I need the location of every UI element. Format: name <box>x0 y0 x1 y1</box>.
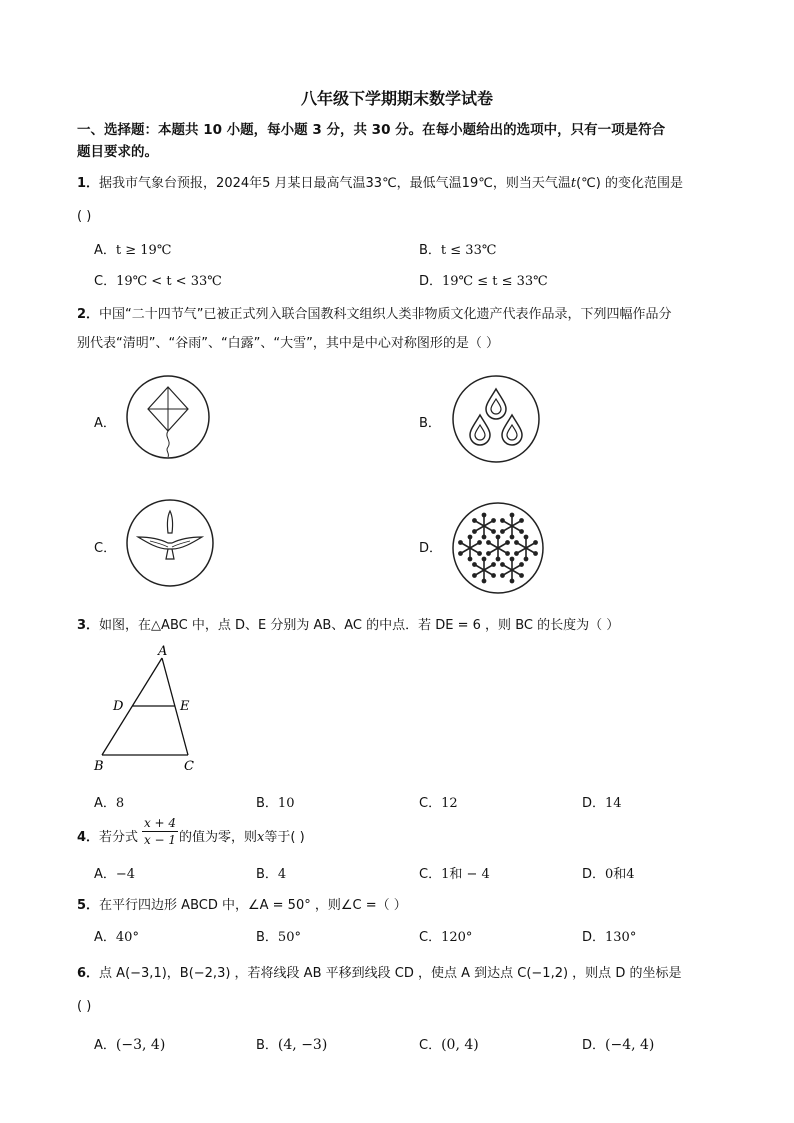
q2-option-b-label[interactable]: B． <box>419 416 441 431</box>
kite-icon[interactable] <box>124 373 212 461</box>
q6-option-c[interactable]: C．(0, 4) <box>419 1037 479 1053</box>
question-number: 1． <box>77 176 100 191</box>
question-text: 如图，在△ABC 中，点 D、E 分别为 AB、AC 的中点．若 DE = 6 ，则 BC 的长度为（ ） <box>99 618 620 633</box>
point-label-e: E <box>180 699 190 714</box>
q1-option-c[interactable]: C．19℃ < t < 33℃ <box>94 274 222 289</box>
math-variable: t <box>570 176 577 191</box>
q6-option-d[interactable]: D．(−4, 4) <box>582 1037 655 1053</box>
q3-option-b[interactable]: B．10 <box>256 796 295 811</box>
q2-option-a-label[interactable]: A． <box>94 416 116 431</box>
question-2-stem <box>77 303 672 322</box>
q4-option-a[interactable]: A．−4 <box>94 867 136 882</box>
question-2-stem-line2: 别代表“清明”、“谷雨”、“白露”、“大雪”，其中是中心对称图形的是（ ） <box>77 336 500 351</box>
question-6-stem <box>77 962 681 981</box>
question-text: 据我市气象台预报，2024年5 月某日最高气温33℃，最低气温19℃，则当天气温 <box>99 176 571 191</box>
snowflakes-icon[interactable] <box>450 500 546 596</box>
question-text: 在平行四边形 ABCD 中，∠A = 50° ，则∠C =（ ） <box>99 898 407 913</box>
q3-option-d[interactable]: D．14 <box>582 796 622 811</box>
question-text: 中国“二十四节气”已被正式列入联合国教科文组织人类非物质文化遗产代表作品录，下列四幅作品分 <box>99 307 672 322</box>
question-4-stem <box>77 826 138 845</box>
q5-option-b[interactable]: B．50° <box>256 930 301 945</box>
q6-option-a[interactable]: A．(−3, 4) <box>94 1037 166 1053</box>
triangle-figure <box>88 644 208 776</box>
q5-option-a[interactable]: A．40° <box>94 930 139 945</box>
question-1-stem <box>77 172 683 191</box>
vertex-label-b: B <box>94 759 104 774</box>
vertex-label-c: C <box>184 759 194 774</box>
question-number: 4． <box>77 830 100 845</box>
bird-icon[interactable] <box>124 497 216 589</box>
question-4-stem-tail: 的值为零，则x等于( ) <box>179 830 305 845</box>
water-drops-icon[interactable] <box>450 373 542 465</box>
question-number: 6． <box>77 966 100 981</box>
q5-option-d[interactable]: D．130° <box>582 930 637 945</box>
point-label-d: D <box>113 699 124 714</box>
question-number: 3． <box>77 618 100 633</box>
answer-paren: ( ) <box>77 209 92 224</box>
question-3-stem <box>77 614 619 633</box>
q4-option-d[interactable]: D．0和4 <box>582 867 635 882</box>
question-5-stem <box>77 894 407 913</box>
question-number: 5． <box>77 898 100 913</box>
answer-paren: ( ) <box>77 999 92 1014</box>
question-number: 2． <box>77 307 100 322</box>
q4-option-b[interactable]: B．4 <box>256 867 287 882</box>
q1-option-b[interactable]: B．t ≤ 33℃ <box>419 243 497 258</box>
page-title: 八年级下学期期末数学试卷 <box>300 89 493 108</box>
q1-option-a[interactable]: A．t ≥ 19℃ <box>94 243 172 258</box>
q2-option-d-label[interactable]: D． <box>419 541 443 556</box>
q5-option-c[interactable]: C．120° <box>419 930 473 945</box>
question-text: 若分式 <box>99 830 139 845</box>
q3-option-a[interactable]: A．8 <box>94 796 125 811</box>
section-heading-line1: 一、选择题：本题共 10 小题，每小题 3 分，共 30 分。在每小题给出的选项中，只有一项是符合 <box>77 122 666 138</box>
fraction <box>142 816 178 847</box>
q1-option-d[interactable]: D．19℃ ≤ t ≤ 33℃ <box>419 274 548 289</box>
question-text: (℃) 的变化范围是 <box>576 176 683 191</box>
q3-option-c[interactable]: C．12 <box>419 796 458 811</box>
vertex-label-a: A <box>158 644 168 659</box>
section-heading-line2: 题目要求的。 <box>77 144 158 160</box>
q2-option-c-label[interactable]: C． <box>94 541 117 556</box>
fraction-numerator: x + 4 <box>143 816 177 830</box>
q6-option-b[interactable]: B．(4, −3) <box>256 1037 328 1053</box>
q4-option-c[interactable]: C．1和 − 4 <box>419 867 490 882</box>
fraction-denominator: x − 1 <box>143 833 177 847</box>
question-text: 点 A(−3,1)，B(−2,3) ，若将线段 AB 平移到线段 CD ，使点 A 到达点 C(−1,2) ，则点 D 的坐标是 <box>99 966 682 981</box>
